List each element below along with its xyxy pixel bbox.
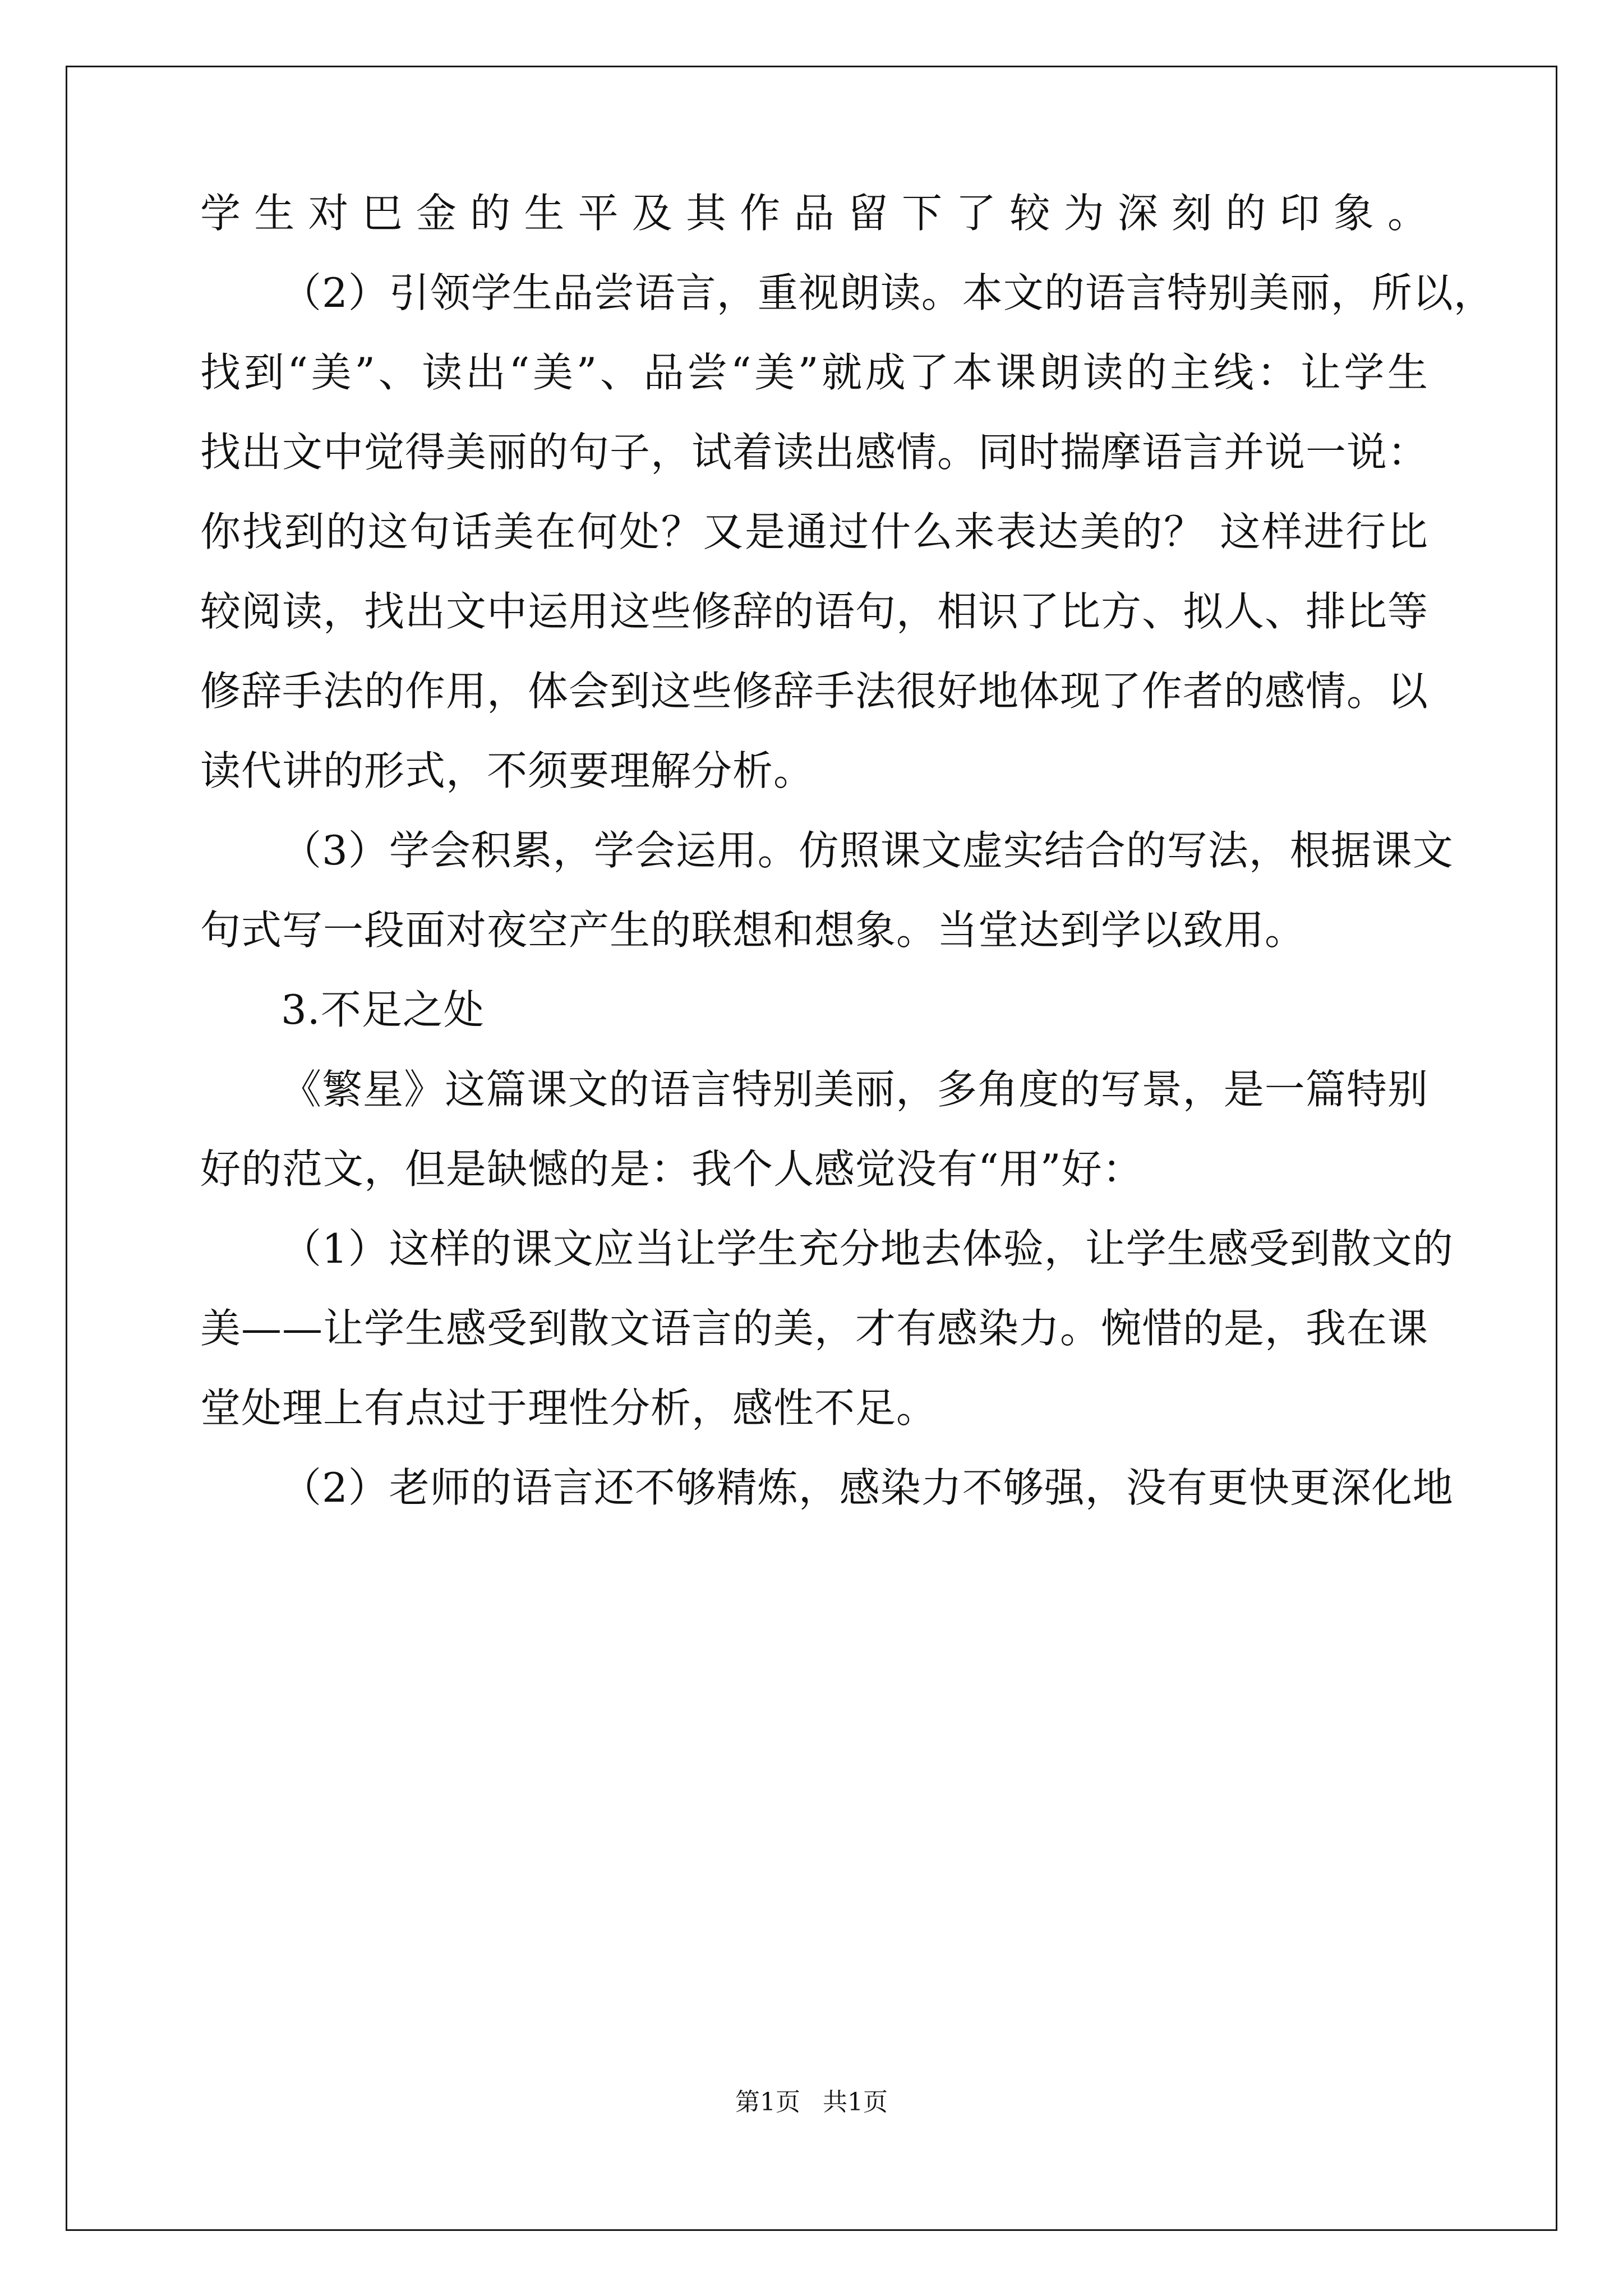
text-line: 好的范文，但是缺憾的是：我个人感觉没有“用”好： (200, 1145, 1144, 1193)
text-line: 句式写一段面对夜空产生的联想和想象。当堂达到学以致用。 (200, 907, 1306, 954)
text-line: 找到“美”、读出“美”、品尝“美”就成了本课朗读的主线：让学生 (200, 349, 1428, 396)
text-line: 《繁星》这篇课文的语言特别美丽，多角度的写景，是一篇特别 (281, 1066, 1428, 1113)
section-heading: 3.不足之处 (281, 986, 485, 1033)
text-line: 修辞手法的作用，体会到这些修辞手法很好地体现了作者的感情。以 (200, 668, 1429, 715)
text-line: 找出文中觉得美丽的句子，试着读出感情。同时揣摩语言并说一说： (200, 429, 1429, 476)
text-line: 你找到的这句话美在何处？又是通过什么来表达美的？ 这样进行比 (200, 508, 1428, 555)
text-line: （2）引领学生品尝语言，重视朗读。本文的语言特别美丽，所以， (281, 269, 1495, 316)
text-line: 美——让学生感受到散文语言的美，才有感染力。惋惜的是，我在课 (200, 1305, 1429, 1352)
page-number: 第1页 (735, 2088, 800, 2116)
page-footer (0, 2086, 1623, 2119)
text-line: （2）老师的语言还不够精炼，感染力不够强，没有更快更深化地 (281, 1464, 1454, 1511)
text-line: 读代讲的形式，不须要理解分析。 (200, 747, 815, 794)
text-line: （1）这样的课文应当让学生充分地去体验，让学生感受到散文的 (281, 1225, 1454, 1272)
text-line: 较阅读，找出文中运用这些修辞的语句，相识了比方、拟人、排比等 (200, 588, 1429, 635)
text-line: （3）学会积累，学会运用。仿照课文虚实结合的写法，根据课文 (281, 827, 1454, 874)
page-total: 共1页 (823, 2088, 888, 2116)
text-line: 学生对巴金的生平及其作品留下了较为深刻的印象。 (200, 190, 1428, 237)
text-line: 堂处理上有点过于理性分析，感性不足。 (200, 1384, 938, 1432)
